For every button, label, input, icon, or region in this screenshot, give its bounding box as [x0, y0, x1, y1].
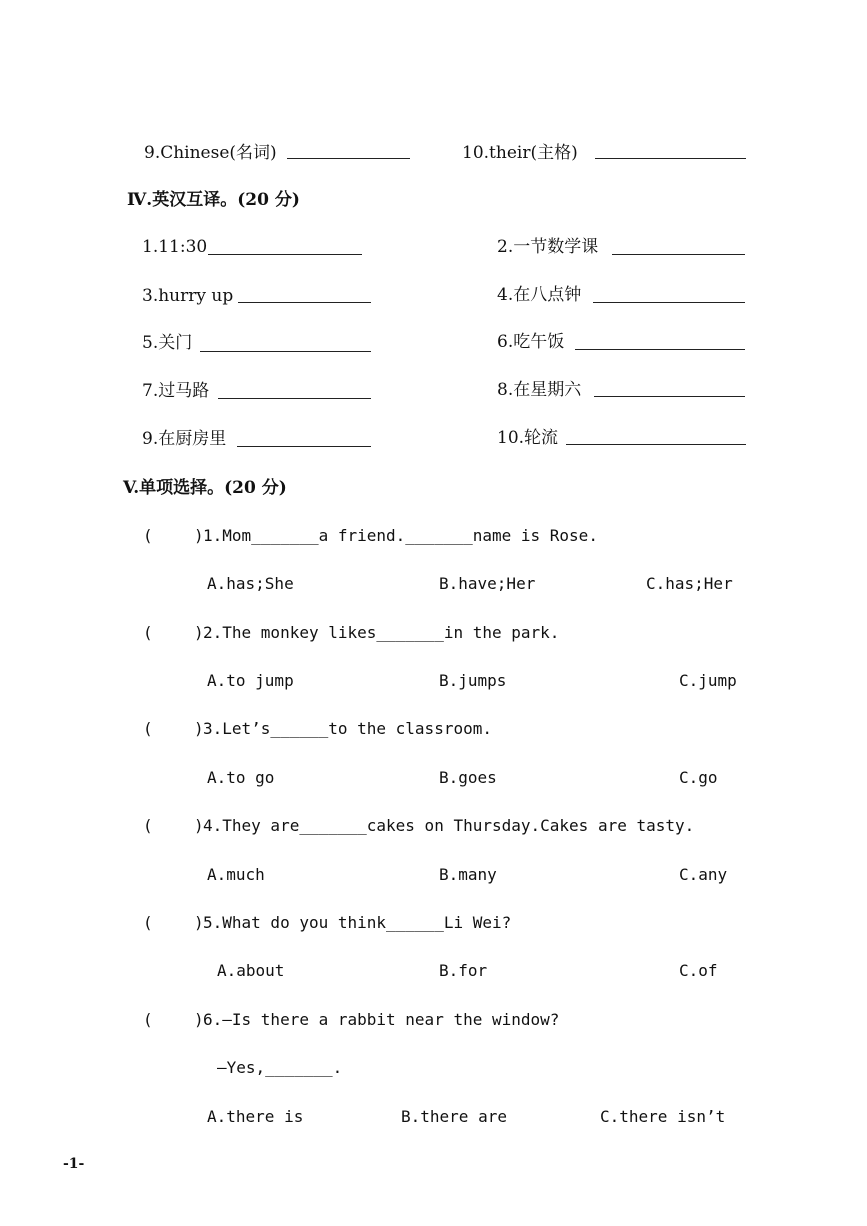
q4-answer-slot[interactable] — [156, 815, 192, 837]
q3-paren-right: ) — [194, 719, 204, 738]
iv-item-10-label: 10.轮流 — [497, 428, 559, 448]
iv-item-3-blank[interactable] — [238, 302, 371, 303]
iv-item-8-label: 8.在星期六 — [497, 380, 582, 400]
q5-paren-right: ) — [194, 913, 204, 932]
q6-paren-right: ) — [194, 1010, 204, 1029]
iv-item-5-label: 5.关门 — [142, 333, 193, 353]
item-10-blank[interactable] — [595, 158, 746, 159]
q2-option-c: C.jump — [679, 671, 737, 690]
q4-paren-left: ( — [143, 816, 153, 835]
q3-option-c: C.go — [679, 768, 718, 787]
q4-option-b: B.many — [439, 865, 497, 884]
page-number: -1- — [63, 1156, 85, 1172]
q6-option-c: C.there isn’t — [600, 1107, 726, 1126]
q1-option-c: C.has;Her — [646, 574, 733, 593]
iv-item-2-label: 2.一节数学课 — [497, 237, 599, 257]
section-iv-title: Ⅳ.英汉互译。(20 分) — [127, 190, 300, 210]
iv-item-7-label: 7.过马路 — [142, 381, 210, 401]
item-9-blank[interactable] — [287, 158, 410, 159]
iv-item-4-label: 4.在八点钟 — [497, 285, 582, 305]
q1-stem: 1.Mom_______a friend._______name is Rose. — [203, 526, 598, 545]
q1-paren-right: ) — [194, 526, 204, 545]
q6-option-a: A.there is — [207, 1107, 304, 1126]
q6-stem: 6.—Is there a rabbit near the window? — [203, 1010, 560, 1029]
q6-option-b: B.there are — [401, 1107, 507, 1126]
iv-item-7-blank[interactable] — [218, 398, 371, 399]
iv-item-8-blank[interactable] — [594, 396, 745, 397]
q3-stem: 3.Let’s______to the classroom. — [203, 719, 492, 738]
q2-answer-slot[interactable] — [156, 622, 192, 644]
q1-option-b: B.have;Her — [439, 574, 536, 593]
q5-answer-slot[interactable] — [156, 912, 192, 934]
q3-answer-slot[interactable] — [156, 718, 192, 740]
q2-paren-right: ) — [194, 623, 204, 642]
iv-item-9-blank[interactable] — [237, 446, 371, 447]
q2-stem: 2.The monkey likes_______in the park. — [203, 623, 560, 642]
q1-option-a: A.has;She — [207, 574, 294, 593]
q1-paren-left: ( — [143, 526, 153, 545]
q2-paren-left: ( — [143, 623, 153, 642]
iv-item-1-label: 1.11:30 — [142, 237, 208, 257]
q4-option-a: A.much — [207, 865, 265, 884]
q3-option-a: A.to go — [207, 768, 275, 787]
q4-paren-right: ) — [194, 816, 204, 835]
q5-option-b: B.for — [439, 961, 488, 980]
q6-answer-slot[interactable] — [156, 1009, 192, 1031]
q4-stem: 4.They are_______cakes on Thursday.Cakes are tasty. — [203, 816, 695, 835]
q6-paren-left: ( — [143, 1010, 153, 1029]
q3-option-b: B.goes — [439, 768, 497, 787]
q4-option-c: C.any — [679, 865, 728, 884]
q2-option-b: B.jumps — [439, 671, 507, 690]
iv-item-3-label: 3.hurry up — [142, 286, 234, 306]
iv-item-1-blank[interactable] — [208, 254, 362, 255]
section-v-title: V.单项选择。(20 分) — [123, 478, 287, 498]
iv-item-6-blank[interactable] — [575, 349, 745, 350]
item-10-label: 10.their(主格) — [462, 143, 578, 163]
iv-item-4-blank[interactable] — [593, 302, 745, 303]
q2-option-a: A.to jump — [207, 671, 294, 690]
item-9-label: 9.Chinese(名词) — [144, 143, 277, 163]
q5-paren-left: ( — [143, 913, 153, 932]
q5-option-c: C.of — [679, 961, 718, 980]
iv-item-10-blank[interactable] — [566, 444, 746, 445]
q3-paren-left: ( — [143, 719, 153, 738]
iv-item-6-label: 6.吃午饭 — [497, 332, 565, 352]
q6-reply: —Yes,_______. — [217, 1058, 343, 1077]
iv-item-2-blank[interactable] — [612, 254, 745, 255]
q5-option-a: A.about — [217, 961, 285, 980]
iv-item-5-blank[interactable] — [200, 351, 371, 352]
q5-stem: 5.What do you think______Li Wei? — [203, 913, 512, 932]
q1-answer-slot[interactable] — [156, 525, 192, 547]
iv-item-9-label: 9.在厨房里 — [142, 429, 227, 449]
